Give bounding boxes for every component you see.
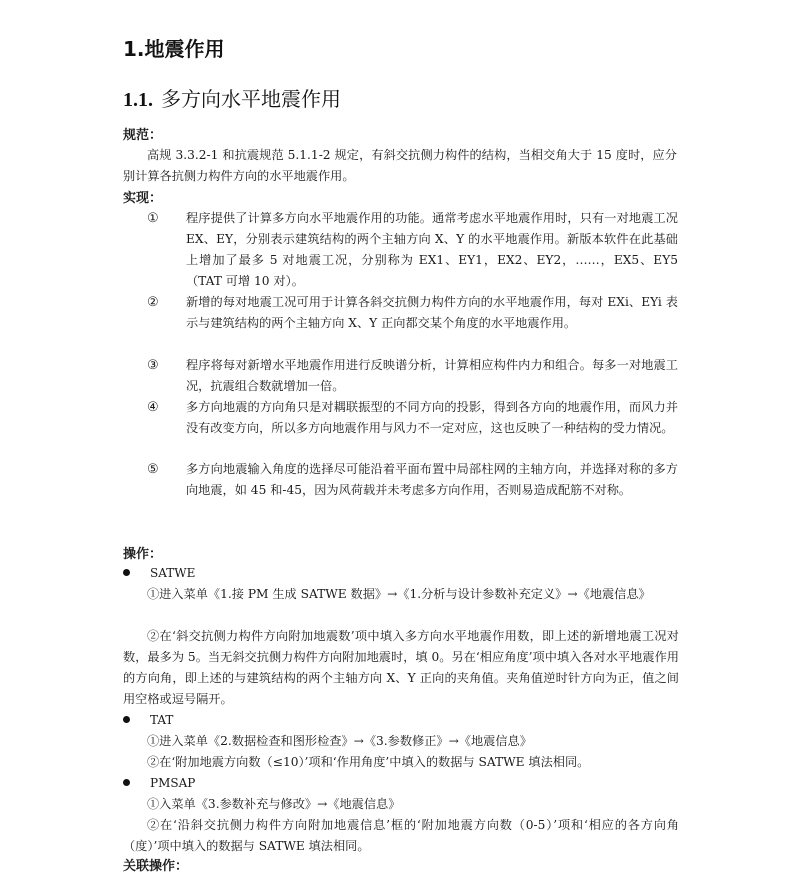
bullet-dot-icon bbox=[123, 716, 130, 723]
bullet-dot-icon bbox=[123, 569, 130, 576]
spec-paragraph: 高规 3.3.2-1 和抗震规范 5.1.1-2 规定，有斜交抗侧力构件的结构，当相交角大于 15 度时，应分别计算各抗侧力构件方向的水平地震作用。 bbox=[123, 148, 677, 183]
bullet-label: PMSAP bbox=[150, 776, 196, 790]
heading-number: 1.1. bbox=[123, 89, 153, 111]
bullet-satwe bbox=[123, 563, 195, 584]
satwe-step-2: ②在‘斜交抗侧力构件方向附加地震数’项中填入多方向水平地震作用数，即上述的新增地震工况对数，最多为 5。当无斜交抗侧力构件方向附加地震时，填 0。另在‘相应角度’项中填入各对水平地震作用的方向角，即上述的与建筑结构的两个主轴方向 X、Y 正向的夹角值。夹角值逆时针方向为正，值之间用空格或逗号隔开。 bbox=[123, 629, 679, 706]
impl-item-3 bbox=[123, 355, 678, 397]
item-text: 新增的每对地震工况可用于计算各斜交抗侧力构件方向的水平地震作用，每对 EXi、EYi 表示与建筑结构的两个主轴方向 X、Y 正向都交某个角度的水平地震作用。 bbox=[186, 295, 678, 330]
impl-item-4 bbox=[123, 397, 678, 439]
impl-label: 实现： bbox=[123, 191, 163, 206]
tat-step-1: ①进入菜单《2.数据检查和图形检查》→《3.参数修正》→《地震信息》 bbox=[147, 734, 532, 748]
bullet-label: TAT bbox=[150, 713, 174, 727]
item-marker: ② bbox=[147, 295, 159, 310]
pmsap-step-1: ①入菜单《3.参数补充与修改》→《地震信息》 bbox=[147, 797, 401, 811]
heading-level1: 1.地震作用 bbox=[123, 37, 225, 61]
item-marker: ③ bbox=[147, 358, 159, 373]
heading-level2 bbox=[123, 83, 341, 112]
item-marker: ④ bbox=[147, 400, 159, 415]
item-text: 程序提供了计算多方向水平地震作用的功能。通常考虑水平地震作用时，只有一对地震工况 EX、EY，分别表示建筑结构的两个主轴方向 X、Y 的水平地震作用。新版本软件在此基础上增加了最多 5 对地震工况，分别称为 EX1、EY1，EX2、EY2，……，EX5、EY5（TAT 可增 10 对）。 bbox=[186, 211, 678, 288]
pmsap-step-2: ②在‘沿斜交抗侧力构件方向附加地震信息’框的‘附加地震方向数（0-5）’项和‘相应的各方向角（度）’项中填入的数据与 SATWE 填法相同。 bbox=[123, 818, 679, 853]
satwe-step-1: ①进入菜单《1.接 PM 生成 SATWE 数据》→《1.分析与设计参数补充定义》→《地震信息》 bbox=[147, 587, 651, 601]
heading-title: 多方向水平地震作用 bbox=[161, 87, 341, 111]
bullet-label: SATWE bbox=[150, 566, 196, 580]
tat-step-2: ②在‘附加地震方向数（≤10）’项和‘作用角度’中填入的数据与 SATWE 填法相同。 bbox=[147, 755, 590, 769]
spec-label: 规范： bbox=[123, 128, 163, 143]
item-marker: ① bbox=[147, 211, 159, 226]
bullet-tat bbox=[123, 710, 173, 731]
impl-item-2 bbox=[123, 292, 678, 334]
impl-item-5 bbox=[123, 459, 678, 501]
related-label: 关联操作： bbox=[123, 859, 189, 874]
item-text: 多方向地震输入角度的选择尽可能沿着平面布置中局部柱网的主轴方向，并选择对称的多方向地震，如 45 和-45，因为风荷载并未考虑多方向作用，否则易造成配筋不对称。 bbox=[186, 462, 678, 497]
item-marker: ⑤ bbox=[147, 462, 159, 477]
ops-label: 操作： bbox=[123, 547, 163, 562]
impl-item-1 bbox=[123, 208, 678, 292]
item-text: 多方向地震的方向角只是对耦联振型的不同方向的投影，得到各方向的地震作用，而风力并没有改变方向，所以多方向地震作用与风力不一定对应，这也反映了一种结构的受力情况。 bbox=[186, 400, 678, 435]
bullet-pmsap bbox=[123, 773, 195, 794]
bullet-dot-icon bbox=[123, 779, 130, 786]
item-text: 程序将每对新增水平地震作用进行反映谱分析，计算相应构件内力和组合。每多一对地震工况，抗震组合数就增加一倍。 bbox=[186, 358, 678, 393]
